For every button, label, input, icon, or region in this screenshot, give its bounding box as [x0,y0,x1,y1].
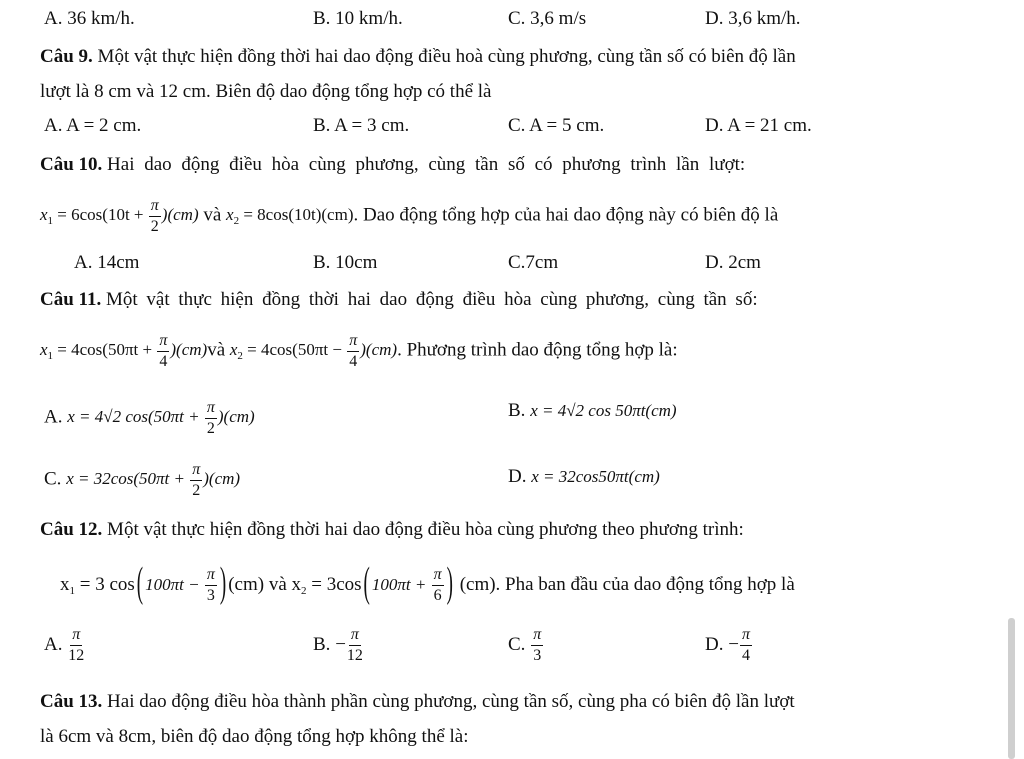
q10-option-b: B. 10cm [313,252,378,273]
q9-option-b: B. A = 3 cm. [313,115,410,136]
q11-eq1-post: )(cm) [170,340,208,360]
q11-eq1-den: 4 [159,353,168,370]
q12-option-c-den: 3 [533,647,542,664]
q10-eq2-var: x [226,205,234,225]
q11-option-a [44,400,255,437]
question-13 [40,690,795,714]
q11-option-c-den: 2 [192,482,201,499]
q11-option-a-den: 2 [206,420,215,437]
question-9-text-1: Một vật thực hiện đồng thời hai dao động điều hoà cùng phương, cùng tần số có biên độ lần [97,46,796,67]
question-11-equation-line [40,333,678,370]
question-10-text-1: Hai dao động điều hòa cùng phương, cùng tần số có phương trình lần lượt: [107,154,746,175]
q11-option-c [44,462,240,499]
question-10-label: Câu 10. [40,154,103,175]
q10-option-d: D. 2cm [705,252,761,273]
q10-eq2-body: = 8cos(10t)(cm) [239,205,354,225]
q10-eq1-sub: 1 [47,215,54,228]
q12-option-c-label: C. [508,633,526,655]
question-12-text-1: Một vật thực hiện đồng thời hai dao động điều hòa cùng phương theo phương trình: [107,519,744,540]
q11-option-c-fraction [190,462,202,499]
q11-eq2-var: x [229,340,238,360]
q12-eq1-var: x [60,573,70,595]
q9-option-c: C. A = 5 cm. [508,115,605,136]
q11-eq2-fraction [347,333,359,370]
q12-eq1-post: (cm) [228,573,265,595]
q12-eq1-fraction [205,567,217,604]
q10-eq1-num: π [149,198,161,217]
q11-eq2-post: )(cm) [360,340,398,360]
q11-option-a-num: π [205,400,217,419]
q10-eq1-fraction [149,198,161,235]
q12-eq2-body: = 3cos [306,573,362,595]
question-10-text-2: . Dao động tổng hợp của hai dao động này có biên độ là [353,204,779,226]
q12-option-d-label: D. [705,633,724,655]
q12-eq1-sub: 1 [69,584,75,597]
q9-option-a: A. A = 2 cm. [44,115,142,136]
question-11 [40,288,758,312]
q10-option-c: C.7cm [508,252,559,273]
question-11-text-2: . Phương trình dao động tổng hợp là: [397,339,678,361]
q12-eq2-num: π [432,567,444,586]
q12-eq1-rparen: ) [219,560,227,607]
q12-option-d [705,627,753,664]
question-9 [40,45,796,69]
q10-conj: và [203,204,222,226]
q11-eq1-sub: 1 [47,350,54,363]
q12-option-d-num: π [740,627,752,646]
question-10-equation-line [40,198,778,235]
q12-option-d-fraction [740,627,752,664]
q9-option-d: D. A = 21 cm. [705,115,812,136]
q12-option-b [313,627,364,664]
question-9-label: Câu 9. [40,46,93,67]
q11-eq2-num: π [347,333,359,352]
q12-eq1-den: 3 [206,587,215,604]
q10-eq1-post: )(cm) [161,205,199,225]
q12-eq2-var: x [291,573,301,595]
q12-eq2-den: 6 [433,587,442,604]
question-13-text-1: Hai dao động điều hòa thành phần cùng phương, cùng tần số, cùng pha có biên độ lần lượt [107,691,795,712]
question-12-equation-line [60,560,795,607]
question-12 [40,518,744,542]
q10-eq1-den: 2 [150,218,159,235]
q11-eq2-den: 4 [349,353,358,370]
question-11-text-1: Một vật thực hiện đồng thời hai dao động điều hòa cùng phương, cùng tần số: [106,289,758,310]
vertical-scrollbar[interactable] [1008,618,1015,759]
question-13-label: Câu 13. [40,691,103,712]
q12-option-a [44,627,85,664]
q12-option-c-fraction [531,627,543,664]
q11-conj: và [207,339,226,361]
q11-option-d-label: D. [508,466,527,487]
q11-eq1-var: x [40,340,48,360]
q12-option-a-den: 12 [68,647,85,664]
q12-option-b-num: π [349,627,361,646]
q11-option-a-expr: x = 4√2 cos(50πt + [67,407,204,427]
q12-eq2-lparen: ( [363,560,370,607]
q10-eq1-body: = 6cos(10t + [53,205,148,225]
q10-eq1-var: x [40,205,48,225]
q11-option-c-label: C. [44,468,62,490]
prev-option-b: B. 10 km/h. [313,8,403,29]
q11-option-b-expr: x = 4√2 cos 50πt(cm) [530,401,677,420]
q12-eq1-lparen: ( [136,560,144,607]
q11-eq1-num: π [157,333,169,352]
q11-option-c-num: π [190,462,202,481]
q11-option-b [508,400,677,422]
question-13-text-2: là 6cm và 8cm, biên độ dao động tổng hợp không thể là: [40,726,469,747]
q11-option-a-label: A. [44,406,63,428]
q12-eq2-fraction [432,567,444,604]
q11-eq1-fraction [157,333,169,370]
q11-option-c-post: )(cm) [203,469,241,489]
q12-option-b-sign: − [335,633,346,655]
q12-option-a-label: A. [44,633,63,655]
q12-eq1-inner: 100πt − [145,574,204,594]
question-11-label: Câu 11. [40,289,102,310]
prev-option-c: C. 3,6 m/s [508,8,587,29]
prev-option-d: D. 3,6 km/h. [705,8,801,29]
q11-eq1-body: = 4cos(50πt + [53,340,157,360]
q11-option-b-label: B. [508,400,526,421]
q12-option-b-fraction [347,627,363,664]
question-9-text-2: lượt là 8 cm và 12 cm. Biên độ dao động tổng hợp có thể là [40,81,492,102]
q12-eq2-rparen: ) [446,560,453,607]
q11-option-d-expr: x = 32cos50πt(cm) [531,467,660,486]
question-12-label: Câu 12. [40,519,103,540]
q12-option-d-sign: − [728,633,739,655]
q11-option-c-expr: x = 32cos(50πt + [66,469,190,489]
q12-eq2-sub: 2 [301,584,307,597]
q12-option-b-den: 12 [346,647,363,664]
q12-conj: và [268,573,287,595]
q11-eq2-body: = 4cos(50πt − [242,340,347,360]
question-10 [40,153,745,177]
q12-option-a-num: π [70,627,82,646]
q12-eq1-body: = 3 cos [75,573,135,595]
q10-eq2-sub: 2 [233,215,240,228]
q11-option-d [508,466,660,488]
q12-eq2-post: (cm). Pha ban đầu của dao động tổng hợp là [459,573,795,595]
q12-option-a-fraction [68,627,84,664]
q12-eq2-inner: 100πt + [371,574,431,594]
q10-option-a: A. 14cm [74,252,140,273]
q11-eq2-sub: 2 [237,350,243,363]
q12-eq1-num: π [205,567,217,586]
q11-option-a-fraction [205,400,217,437]
prev-option-a: A. 36 km/h. [44,8,135,29]
q12-option-d-den: 4 [741,647,750,664]
q12-option-c-num: π [531,627,543,646]
q12-option-c [508,627,544,664]
q12-option-b-label: B. [313,633,331,655]
q11-option-a-post: )(cm) [217,407,255,427]
